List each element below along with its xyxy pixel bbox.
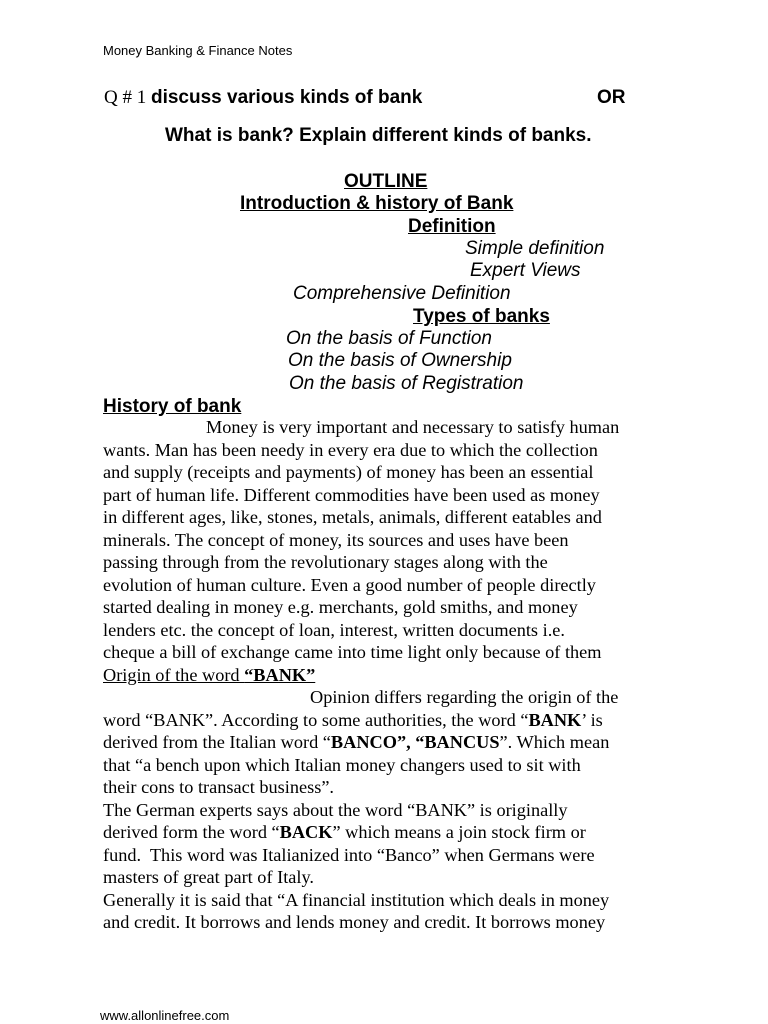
history-line: lenders etc. the concept of loan, interest, written documents i.e.: [103, 619, 565, 640]
origin-text: derived form the word “: [103, 822, 280, 842]
history-line: Money is very important and necessary to satisfy human: [206, 417, 620, 437]
outline-title: OUTLINE: [344, 171, 428, 192]
origin-text: word “BANK”. According to some authorities, the word “: [103, 709, 529, 730]
origin-line: Generally it is said that “A financial institution which deals in money: [103, 889, 610, 910]
history-line: cheque a bill of exchange came into time light only because of them: [103, 642, 602, 662]
question-alternate: What is bank? Explain different kinds of banks.: [165, 125, 592, 146]
outline-basis-function: On the basis of Function: [286, 328, 492, 349]
outline-types-of-banks: Types of banks: [413, 306, 550, 327]
origin-line: their cons to transact business”.: [103, 777, 334, 797]
outline-simple-definition: Simple definition: [465, 238, 605, 259]
origin-line: that “a bench upon which Italian money changers used to sit with: [103, 754, 581, 775]
origin-text: ” which means a join stock firm or: [332, 822, 586, 842]
origin-bold-word: BACK: [279, 822, 333, 842]
origin-text: ”. Which mean: [499, 732, 610, 752]
question-number: Q # 1: [104, 87, 147, 108]
origin-line: and credit. It borrows and lends money and credit. It borrows money: [103, 912, 606, 932]
origin-heading: [103, 664, 693, 687]
origin-line: [103, 821, 693, 844]
origin-line: Opinion differs regarding the origin of the: [310, 687, 619, 707]
page-footer: www.allonlinefree.com: [100, 1008, 230, 1023]
history-line: evolution of human culture. Even a good number of people directly: [103, 574, 596, 595]
history-line: passing through from the revolutionary stages along with the: [103, 552, 548, 572]
origin-bold-word: BANCO”, “BANCUS: [330, 732, 500, 752]
question-line: [104, 87, 422, 109]
outline-basis-ownership: On the basis of Ownership: [288, 350, 512, 371]
history-line: wants. Man has been needy in every era due to which the collection: [103, 439, 598, 460]
origin-heading-text: Origin of the word: [103, 664, 245, 685]
history-line: minerals. The concept of money, its sources and uses have been: [103, 529, 569, 550]
origin-line: [103, 709, 693, 732]
page-header: Money Banking & Finance Notes: [103, 43, 293, 58]
document-body: [103, 416, 693, 934]
history-heading: History of bank: [103, 396, 242, 417]
history-line: started dealing in money e.g. merchants, gold smiths, and money: [103, 597, 578, 617]
question-or: OR: [597, 87, 626, 108]
outline-basis-registration: On the basis of Registration: [289, 373, 524, 394]
origin-line: [103, 731, 693, 754]
history-line: part of human life. Different commodities have been used as money: [103, 484, 600, 505]
origin-line: The German experts says about the word “BANK” is originally: [103, 799, 568, 820]
origin-text: derived from the Italian word “: [103, 732, 331, 752]
origin-line: masters of great part of Italy.: [103, 867, 314, 887]
origin-text: ’ is: [581, 709, 603, 730]
outline-intro: Introduction & history of Bank: [240, 193, 514, 214]
question-text: discuss various kinds of bank: [150, 87, 423, 108]
history-line: in different ages, like, stones, metals, animals, different eatables and: [103, 507, 602, 527]
history-line: and supply (receipts and payments) of money has been an essential: [103, 462, 594, 482]
origin-heading-word: “BANK”: [244, 664, 316, 685]
outline-expert-views: Expert Views: [470, 260, 581, 281]
origin-bold-word: BANK: [528, 709, 582, 730]
outline-definition: Definition: [408, 216, 496, 237]
outline-comprehensive-definition: Comprehensive Definition: [293, 283, 511, 304]
origin-line: fund. This word was Italianized into “Banco” when Germans were: [103, 844, 595, 865]
